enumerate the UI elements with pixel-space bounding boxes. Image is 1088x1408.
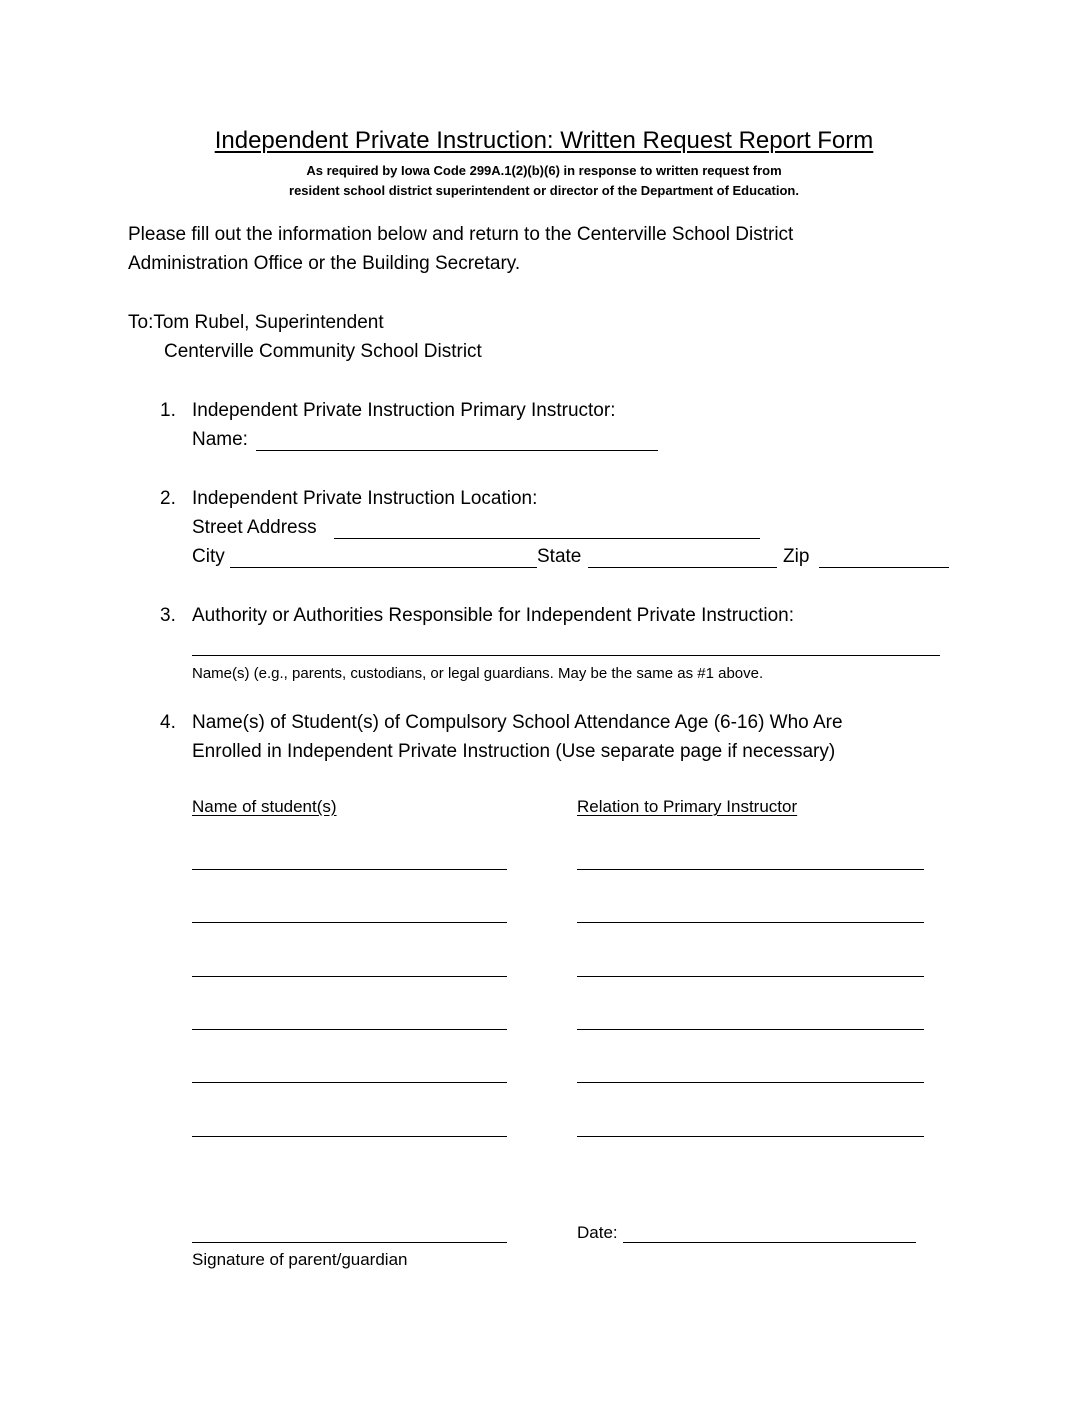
student-name-field-6[interactable] [192, 1136, 507, 1137]
form-title: Independent Private Instruction: Written Request Report Form [214, 127, 874, 154]
date-label: Date: [577, 1223, 618, 1242]
relation-field-6[interactable] [577, 1136, 924, 1137]
section2-heading: Independent Private Instruction Location: [192, 488, 538, 509]
form-subtitle-line1: As required by Iowa Code 299A.1(2)(b)(6) in response to written request from [306, 163, 782, 178]
intro-line1: Please fill out the information below and return to the Centerville School District [128, 224, 794, 245]
addressee-line2: Centerville Community School District [164, 341, 482, 362]
student-name-field-1[interactable] [192, 869, 507, 870]
relation-field-2[interactable] [577, 922, 924, 923]
state-label: State [537, 546, 582, 567]
zip-label: Zip [783, 546, 810, 567]
state-field[interactable] [588, 567, 777, 568]
student-name-field-5[interactable] [192, 1082, 507, 1083]
section4-heading-line2: Enrolled in Independent Private Instruction (Use separate page if necessary) [192, 741, 836, 762]
student-name-field-3[interactable] [192, 976, 507, 977]
section4-number: 4. [160, 712, 176, 733]
section2-number: 2. [160, 488, 176, 509]
street-address-label: Street Address [192, 517, 317, 538]
city-field[interactable] [230, 567, 537, 568]
student-name-field-2[interactable] [192, 922, 507, 923]
relation-field-1[interactable] [577, 869, 924, 870]
street-address-field[interactable] [334, 538, 760, 539]
form-subtitle-line2: resident school district superintendent or director of the Department of Education. [289, 183, 799, 198]
signature-label: Signature of parent/guardian [192, 1250, 408, 1269]
instructor-name-field[interactable] [256, 450, 658, 451]
intro-line2: Administration Office or the Building Secretary. [128, 253, 521, 274]
relation-field-3[interactable] [577, 976, 924, 977]
relation-column-header: Relation to Primary Instructor [577, 797, 798, 816]
instructor-name-label: Name: [192, 429, 248, 450]
authority-note: Name(s) (e.g., parents, custodians, or legal guardians. May be the same as #1 above. [192, 665, 764, 682]
student-name-field-4[interactable] [192, 1029, 507, 1030]
section3-number: 3. [160, 605, 176, 626]
relation-field-4[interactable] [577, 1029, 924, 1030]
section3-heading: Authority or Authorities Responsible for Independent Private Instruction: [192, 605, 795, 626]
section1-number: 1. [160, 400, 176, 421]
city-label: City [192, 546, 225, 567]
section1-heading: Independent Private Instruction Primary Instructor: [192, 400, 616, 421]
signature-field[interactable] [192, 1242, 507, 1243]
relation-field-5[interactable] [577, 1082, 924, 1083]
authority-names-field[interactable] [192, 655, 940, 656]
zip-field[interactable] [819, 567, 949, 568]
addressee-line1: To:Tom Rubel, Superintendent [128, 312, 384, 333]
section4-heading-line1: Name(s) of Student(s) of Compulsory School Attendance Age (6-16) Who Are [192, 712, 843, 733]
student-name-column-header: Name of student(s) [192, 797, 337, 816]
date-field[interactable] [623, 1242, 916, 1243]
